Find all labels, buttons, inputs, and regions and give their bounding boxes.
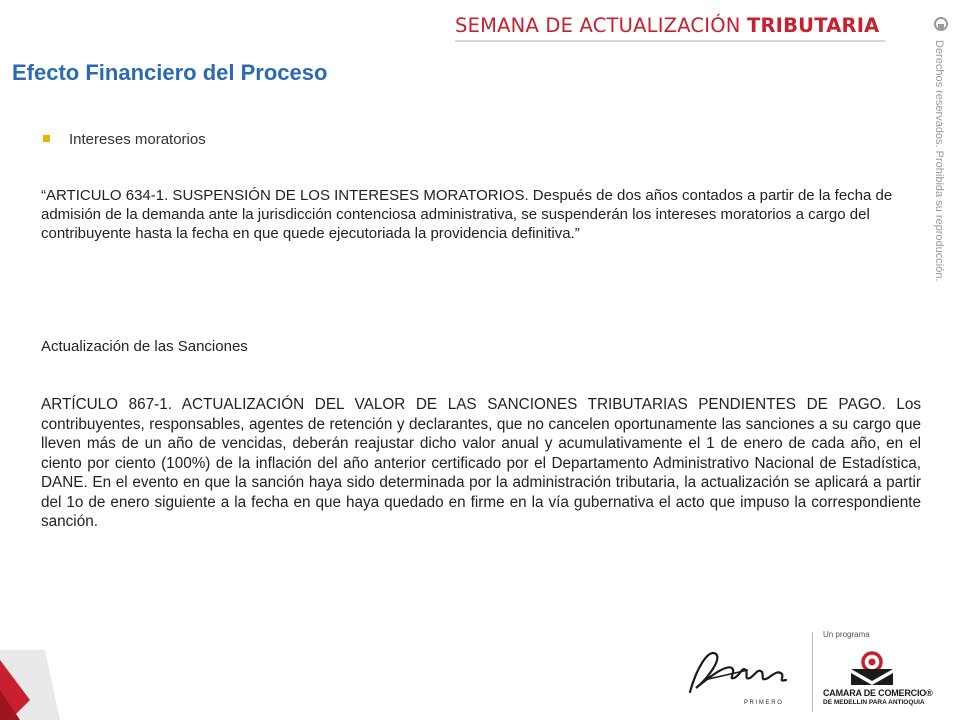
copyright-logo-icon bbox=[933, 16, 949, 32]
bullet-item bbox=[43, 131, 206, 148]
page-title: Efecto Financiero del Proceso bbox=[12, 60, 328, 85]
banner-title-light: SEMANA DE ACTUALIZACIÓN bbox=[455, 14, 747, 37]
article-634-1: “ARTICULO 634-1. SUSPENSIÓN DE LOS INTERESES MORATORIOS. Después de dos años contados a partir de la fecha de admisión de la demanda ante la jurisdicción contenciosa administrativa, se suspenderán los intereses moratorios a cargo del contribuyente hasta la fecha en que quede ejecutoriada la providencia definitiva.” bbox=[41, 187, 893, 242]
section-heading-sanciones: Actualización de las Sanciones bbox=[41, 338, 248, 355]
banner-underline bbox=[455, 40, 885, 42]
afiliado-signature-logo bbox=[678, 640, 803, 710]
copyright-note bbox=[930, 14, 954, 304]
bullet-text: Intereses moratorios bbox=[69, 131, 206, 148]
footer-divider bbox=[812, 632, 813, 712]
camara-comercio-logo-icon bbox=[849, 651, 895, 685]
copyright-text: Derechos reservados. Prohibida su reproducción. bbox=[933, 40, 945, 282]
banner-title-bold: TRIBUTARIA bbox=[746, 14, 880, 37]
program-label: Un programa bbox=[823, 630, 870, 639]
camara-subtitle: DE MEDELLIN PARA ANTIOQUIA bbox=[823, 699, 925, 706]
corner-decoration-icon bbox=[0, 650, 60, 720]
article-867-1: ARTÍCULO 867-1. ACTUALIZACIÓN DEL VALOR DE LAS SANCIONES TRIBUTARIAS PENDIENTES DE PAGO. Los contribuyentes, responsables, agentes de retención y declarantes, que no cancelen oportunamente las sanciones a su cargo que lleven más de un año de vencidas, deberán reajustar dicho valor anual y acumulativamente el 1 de enero de cada año, en el ciento por ciento (100%) de la inflación del año anterior certificado por el Departamento Administrativo Nacional de Estadística, DANE. En el evento en que la sanción haya sido determinada por la administración tributaria, la actualización se aplicará a partir del 1o de enero siguiente a la fecha en que haya quedado en firme en la vía gubernativa el acto que impuso la correspondiente sanción. bbox=[41, 396, 921, 530]
bullet-square-icon bbox=[43, 135, 50, 142]
signature-subtext: P R I M E R O bbox=[744, 700, 782, 706]
camara-name: CAMARA DE COMERCIO® bbox=[823, 688, 933, 698]
